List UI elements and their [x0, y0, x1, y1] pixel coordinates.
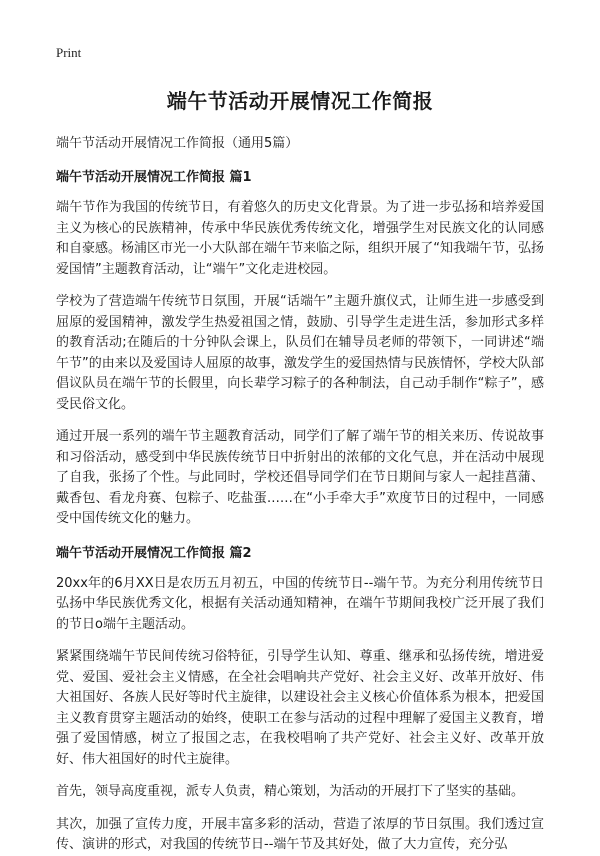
section-2	[56, 544, 544, 856]
document-title: 端午节活动开展情况工作简报	[166, 89, 434, 113]
paragraph: 通过开展一系列的端午节主题教育活动，同学们了解了端午节的相关来历、传说故事和习俗活动，感受到中华民族传统节日中折射出的浓郁的文化气息，并在活动中展现了自我，张扬了个性。与此同时，学校还倡导同学们在节日期间与家人一起挂菖蒲、戴香包、看龙舟赛、包粽子、吃盐蛋……在“小手牵大手”欢度节日的过程中，一同感受中国传统文化的魅力。	[56, 429, 544, 526]
paragraph: 紧紧围绕端午节民间传统习俗特征，引导学生认知、尊重、继承和弘扬传统，增进爱党、爱国、爱社会主义情感，在全社会唱响共产党好、社会主义好、改革开放好、伟大祖国好、各族人民好等时代主旋律，以建设社会主义核心价值体系为根本，把爱国主义教育贯穿主题活动的始终，使职工在参与活动的过程中理解了爱国主义教育，增强了爱国情感，树立了报国之志，在我校唱响了共产党好、社会主义好、改革开放好、伟大祖国好的时代主旋律。	[56, 649, 544, 767]
document-page	[56, 44, 544, 856]
section-heading: 端午节活动开展情况工作简报 篇2	[56, 545, 252, 561]
paragraph: 端午节作为我国的传统节日，有着悠久的历史文化背景。为了进一步弘扬和培养爱国主义为核心的民族精神，传承中华民族优秀传统文化，增强学生对民族文化的认同感和自豪感。杨浦区市光一小大队部在端午节来临之际，组织开展了“知我端午节，弘扬爱国情”主题教育活动，让“端午”文化走进校园。	[56, 200, 544, 277]
paragraph: 学校为了营造端午传统节日氛围，开展“话端午”主题升旗仪式，让师生进一步感受到屈原的爱国精神，激发学生热爱祖国之情，鼓励、引导学生走进生活，参加形式多样的教育活动;在随后的十分钟队会课上，队员们在辅导员老师的带领下，一同讲述“端午节”的由来以及爱国诗人屈原的故事，激发学生的爱国热情与民族情怀，学校大队部倡议队员在端午节的长假里，向长辈学习粽子的各种制法，自己动手制作“粽子”，感受民俗文化。	[56, 294, 544, 412]
section-1	[56, 168, 544, 530]
paragraph: 其次，加强了宣传力度，开展丰富多彩的活动，营造了浓厚的节日氛围。我们透过宣传、演讲的形式，对我国的传统节日--端午节及其好处，做了大力宣传，充分弘	[56, 816, 544, 852]
document-subtitle: 端午节活动开展情况工作简报（通用5篇）	[56, 136, 299, 151]
print-label: Print	[56, 45, 82, 60]
paragraph: 首先，领导高度重视，派专人负责，精心策划，为活动的开展打下了坚实的基础。	[56, 784, 525, 799]
section-heading: 端午节活动开展情况工作简报 篇1	[56, 170, 252, 185]
paragraph: 20xx年的6月XX日是农历五月初五，中国的传统节日--端午节。为充分利用传统节日弘扬中华民族优秀文化，根据有关活动通知精神，在端午节期间我校广泛开展了我们的节日o端午主题活动。	[56, 575, 544, 632]
